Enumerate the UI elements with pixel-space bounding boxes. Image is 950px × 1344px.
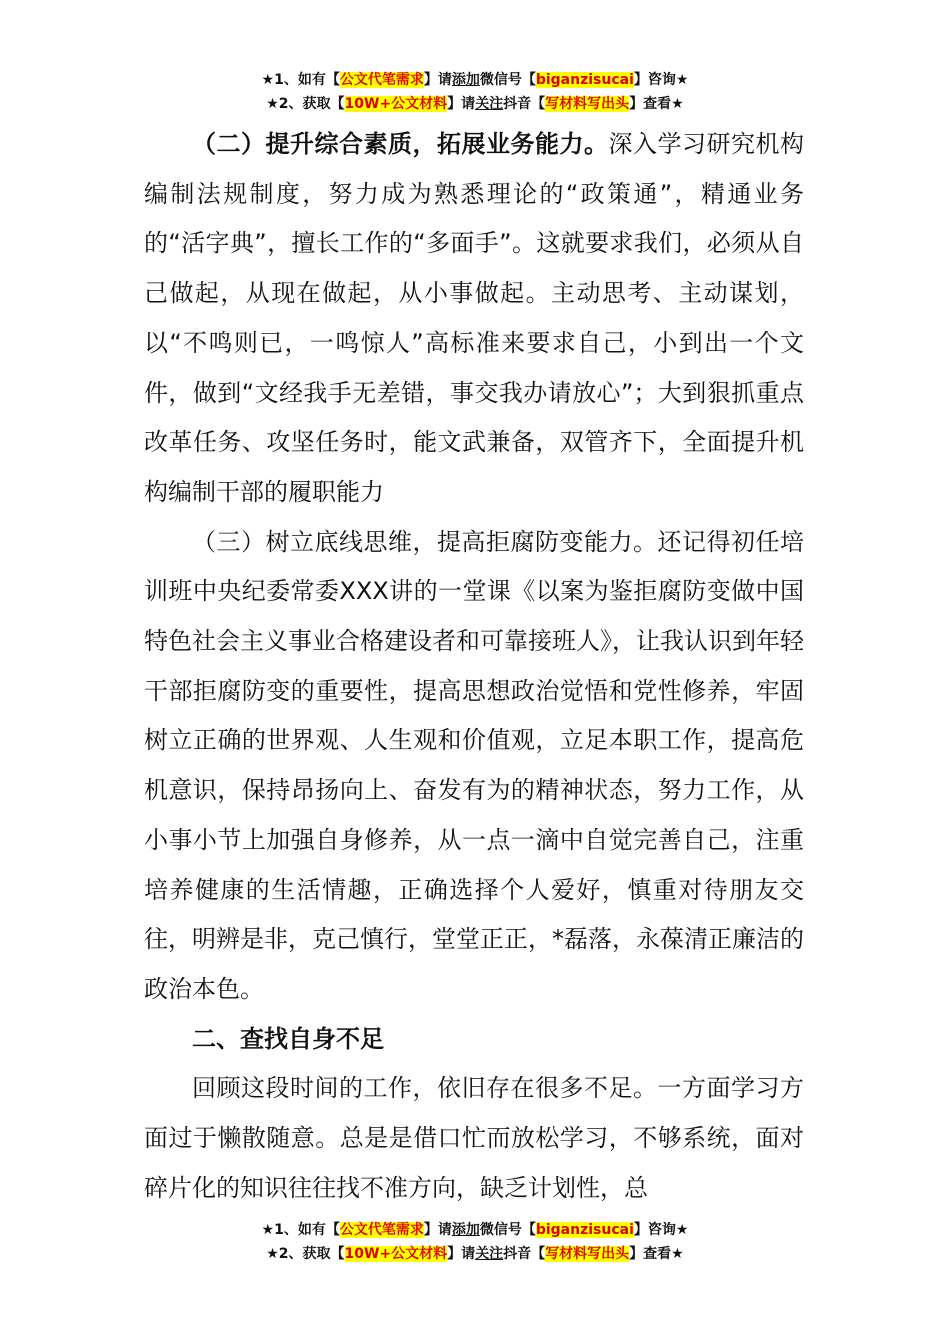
- section-heading: 二、查找自身不足: [192, 1024, 384, 1053]
- banner-text: 抖音【: [503, 96, 546, 112]
- banner-highlight: 公文代笔需求: [339, 1222, 424, 1238]
- banner-text: 】请: [423, 1222, 452, 1238]
- paragraph-text: 深入学习研究机构编制法规制度，努力成为熟悉理论的“政策通”，精通业务的“活字典”，擅长工作的“多面手”。这就要求我们，必须从自己做起，从现在做起，从小事做起。主动思考、主动谋划，以“不鸣则已，一鸣惊人”高标准来要求自己，小到出一个文件，做到“文经我手无差错，事交我办请放心”；大到狠抓重点改革任务、攻坚任务时，能文武兼备，双管齐下，全面提升机构编制干部的履职能力: [144, 130, 804, 506]
- banner-underline: 关注: [475, 96, 504, 112]
- banner-text: 抖音【: [503, 1246, 546, 1262]
- banner-text: ★1、如有【: [261, 72, 340, 88]
- banner-text: 】请: [447, 96, 476, 112]
- paragraph-3: （三）树立底线思维，提高拒腐防变能力。还记得初任培训班中央纪委常委XXX讲的一堂课《以案为鉴拒腐防变做中国特色社会主义事业合格建设者和可靠接班人》，让我认识到年轻干部拒腐防变的重要性，提高思想政治觉悟和党性修养，牢固树立正确的世界观、人生观和价值观，立足本职工作，提高危机意识，保持昂扬向上、奋发有为的精神状态，努力工作，从小事小节上加强自身修养，从一点一滴中自觉完善自己，注重培养健康的生活情趣，正确选择个人爱好，慎重对待朋友交往，明辨是非，克己慎行，堂堂正正，*磊落，永葆清正廉洁的政治本色。: [144, 527, 804, 1003]
- banner-text: 】咨询★: [633, 72, 689, 88]
- paragraph-4: 回顾这段时间的工作，依旧存在很多不足。一方面学习方面过于懒散随意。总是是借口忙而放松学习，不够系统，面对碎片化的知识往往找不准方向，缺乏计划性，总: [144, 1074, 804, 1202]
- banner-highlight: biganzisucai: [535, 1222, 634, 1238]
- banner-text: ★1、如有【: [261, 1222, 340, 1238]
- banner-underline: 关注: [475, 1246, 504, 1262]
- banner-text: 微信号【: [479, 1222, 536, 1238]
- banner-text: 微信号【: [479, 72, 536, 88]
- banner-text: 】查看★: [629, 96, 684, 112]
- paragraph-2: [144, 120, 804, 518]
- banner-highlight: 10W+公文材料: [344, 1246, 448, 1262]
- banner-line-2: [0, 1242, 950, 1266]
- banner-text: 】请: [447, 1246, 476, 1262]
- paragraph-lead: （二）提升综合素质，拓展业务能力。: [192, 130, 609, 158]
- bottom-banner: [0, 1218, 950, 1266]
- banner-underline: 添加: [451, 72, 480, 88]
- banner-line-1: [0, 68, 950, 92]
- banner-highlight: 写材料写出头: [545, 96, 630, 112]
- top-banner: [0, 68, 950, 116]
- banner-text: 】请: [423, 72, 452, 88]
- banner-highlight: 10W+公文材料: [344, 96, 448, 112]
- banner-highlight: 写材料写出头: [545, 1246, 630, 1262]
- banner-text: 】咨询★: [633, 1222, 689, 1238]
- banner-text: 】查看★: [629, 1246, 684, 1262]
- banner-line-2: [0, 92, 950, 116]
- banner-line-1: [0, 1218, 950, 1242]
- document-body: [144, 120, 804, 1213]
- banner-underline: 添加: [451, 1222, 480, 1238]
- banner-text: ★2、获取【: [266, 96, 345, 112]
- banner-highlight: biganzisucai: [535, 72, 634, 88]
- banner-highlight: 公文代笔需求: [339, 72, 424, 88]
- banner-text: ★2、获取【: [266, 1246, 345, 1262]
